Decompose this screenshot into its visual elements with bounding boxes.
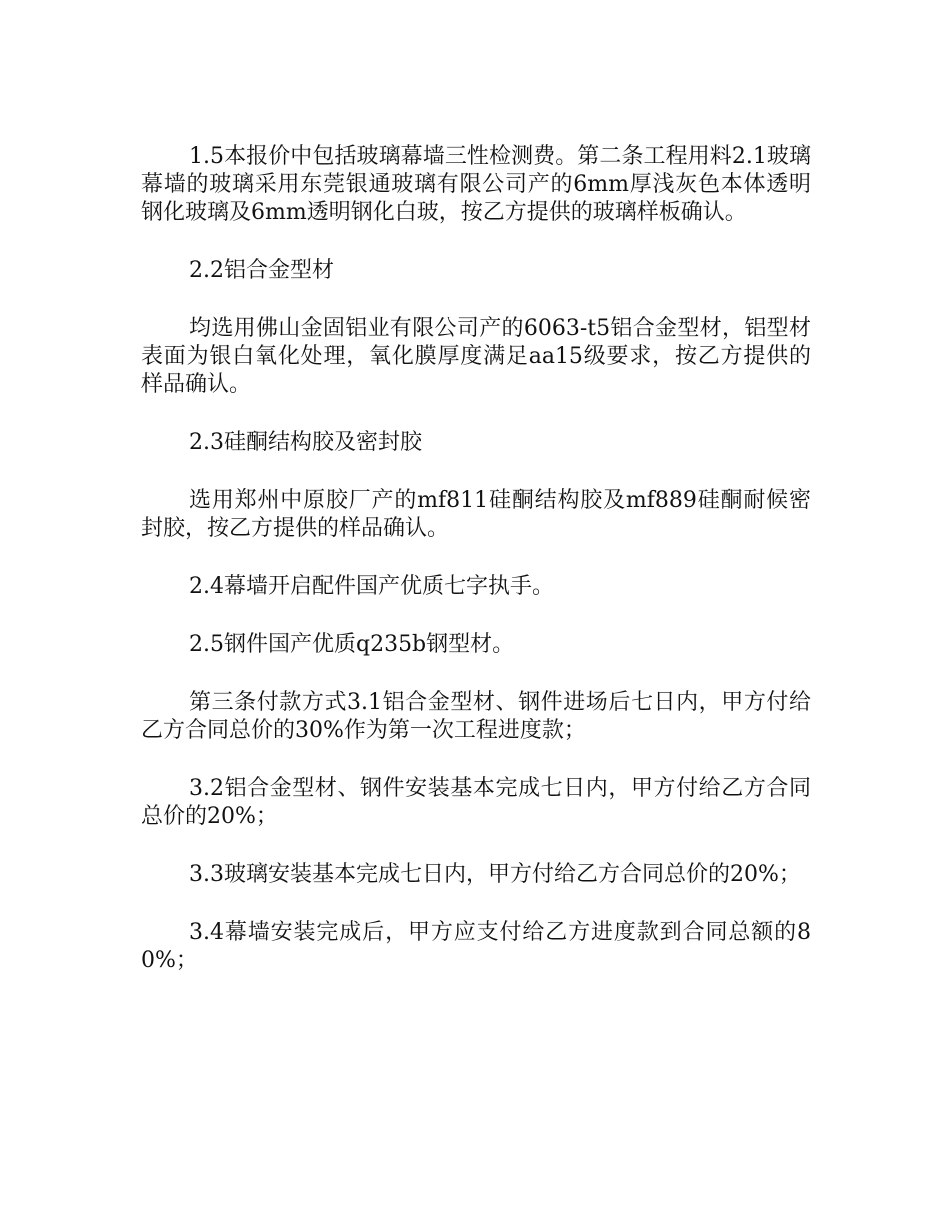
paragraph-2-4: 2.4幕墙开启配件国产优质七字执手。 bbox=[189, 574, 554, 599]
paragraph-aluminum-profile: 均选用佛山金固铝业有限公司产的6063-t5铝合金型材，铝型材表面为银白氧化处理，氧化膜厚度满足aa15级要求，按乙方提供的样品确认。 bbox=[141, 316, 811, 397]
paragraph-payment-3-3: 3.3玻璃安装基本完成七日内，甲方付给乙方合同总价的20%； bbox=[189, 862, 801, 887]
paragraph-2-5: 2.5钢件国产优质q235b钢型材。 bbox=[189, 632, 515, 657]
paragraph-1-5-and-2-1: 1.5本报价中包括玻璃幕墙三性检测费。第二条工程用料2.1玻璃幕墙的玻璃采用东莞银通玻璃有限公司产的6mm厚浅灰色本体透明钢化玻璃及6mm透明钢化白玻，按乙方提供的玻璃样板确认。 bbox=[141, 144, 811, 225]
paragraph-payment-3-1: 第三条付款方式3.1铝合金型材、钢件进场后七日内，甲方付给乙方合同总价的30%作为第一次工程进度款； bbox=[141, 690, 811, 743]
document-body bbox=[141, 143, 811, 1005]
heading-2-3: 2.3硅酮结构胶及密封胶 bbox=[189, 430, 422, 455]
paragraph-payment-3-2: 3.2铝合金型材、钢件安装基本完成七日内，甲方付给乙方合同总价的20%； bbox=[141, 776, 811, 829]
heading-2-2: 2.2铝合金型材 bbox=[189, 258, 334, 283]
paragraph-payment-3-4: 3.4幕墙安装完成后，甲方应支付给乙方进度款到合同总额的80%； bbox=[141, 920, 811, 973]
paragraph-sealant: 选用郑州中原胶厂产的mf811硅酮结构胶及mf889硅酮耐候密封胶，按乙方提供的样品确认。 bbox=[141, 488, 811, 541]
